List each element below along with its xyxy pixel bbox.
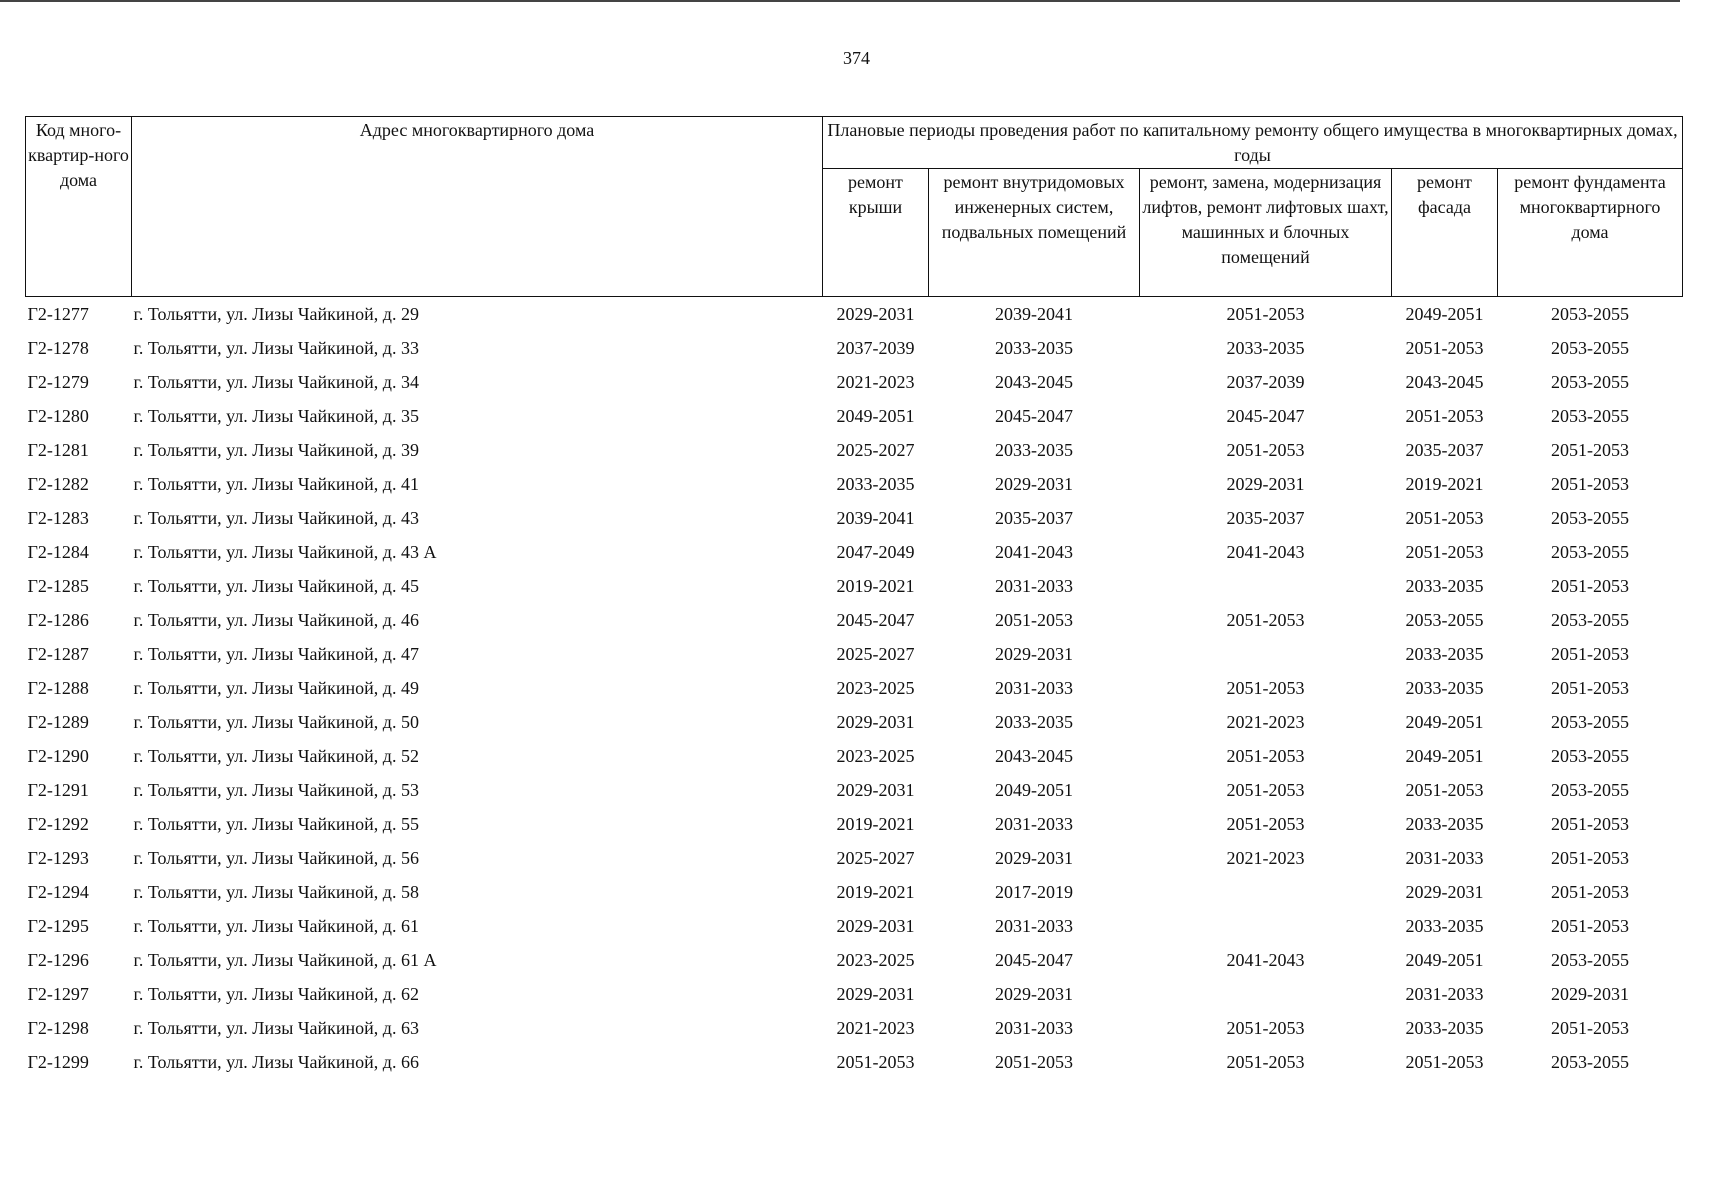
cell-facade: 2033-2035: [1405, 1018, 1484, 1038]
header-lifts: ремонт, замена, модернизация лифтов, ремонт лифтовых шахт, машинных и блочных помещений: [1140, 169, 1392, 297]
cell-address: г. Тольятти, ул. Лизы Чайкиной, д. 35: [133, 406, 419, 426]
header-roof: ремонт крыши: [823, 169, 929, 297]
cell-address: г. Тольятти, ул. Лизы Чайкиной, д. 53: [133, 780, 419, 800]
cell-lifts: 2041-2043: [1226, 950, 1305, 970]
cell-roof: 2021-2023: [836, 1018, 915, 1038]
cell-facade: 2031-2033: [1405, 848, 1484, 868]
cell-facade: 2049-2051: [1405, 746, 1484, 766]
table-row: [26, 705, 1683, 739]
cell-address: г. Тольятти, ул. Лизы Чайкиной, д. 47: [133, 644, 419, 664]
cell-code: Г2-1299: [27, 1052, 89, 1072]
cell-address: г. Тольятти, ул. Лизы Чайкиной, д. 50: [133, 712, 419, 732]
cell-lifts: 2051-2053: [1226, 814, 1305, 834]
cell-roof: 2025-2027: [836, 644, 915, 664]
cell-address: г. Тольятти, ул. Лизы Чайкиной, д. 52: [133, 746, 419, 766]
cell-roof: 2025-2027: [836, 848, 915, 868]
cell-facade: 2043-2045: [1405, 372, 1484, 392]
cell-facade: 2051-2053: [1405, 508, 1484, 528]
cell-address: г. Тольятти, ул. Лизы Чайкиной, д. 63: [133, 1018, 419, 1038]
cell-code: Г2-1295: [27, 916, 89, 936]
cell-engineering: 2031-2033: [995, 1018, 1073, 1038]
cell-lifts: 2037-2039: [1226, 372, 1305, 392]
cell-lifts: 2041-2043: [1226, 542, 1305, 562]
page-number: 374: [843, 48, 870, 68]
cell-foundation: 2051-2053: [1551, 882, 1629, 902]
cell-lifts: [1140, 977, 1392, 1011]
table-row: [26, 841, 1683, 875]
header-address: Адрес многоквартирного дома: [132, 117, 823, 297]
cell-roof: 2045-2047: [836, 610, 915, 630]
table-row: [26, 399, 1683, 433]
cell-code: Г2-1281: [27, 440, 89, 460]
cell-roof: 2047-2049: [836, 542, 915, 562]
repair-plan-table: [25, 116, 1683, 1079]
cell-foundation: 2053-2055: [1551, 304, 1629, 324]
table-header: [26, 117, 1683, 297]
cell-engineering: 2031-2033: [995, 814, 1073, 834]
header-periods-group: Плановые периоды проведения работ по капитальному ремонту общего имущества в многоквартирных домах, годы: [823, 117, 1683, 169]
cell-lifts: 2033-2035: [1226, 338, 1305, 358]
cell-roof: 2029-2031: [836, 780, 915, 800]
header-code: Код много-квартир-ного дома: [26, 117, 132, 297]
cell-facade: 2033-2035: [1405, 576, 1484, 596]
table-row: [26, 501, 1683, 535]
cell-foundation: 2053-2055: [1551, 508, 1629, 528]
cell-code: Г2-1285: [27, 576, 89, 596]
cell-code: Г2-1297: [27, 984, 89, 1004]
cell-foundation: 2051-2053: [1551, 644, 1629, 664]
cell-lifts: [1140, 909, 1392, 943]
table-row: [26, 807, 1683, 841]
cell-address: г. Тольятти, ул. Лизы Чайкиной, д. 61 А: [133, 950, 437, 970]
cell-roof: 2025-2027: [836, 440, 915, 460]
table-body: [26, 297, 1683, 1080]
cell-engineering: 2051-2053: [995, 1052, 1073, 1072]
cell-engineering: 2029-2031: [995, 984, 1073, 1004]
cell-facade: 2031-2033: [1405, 984, 1484, 1004]
table-row: [26, 297, 1683, 332]
cell-roof: 2021-2023: [836, 372, 915, 392]
cell-code: Г2-1287: [27, 644, 89, 664]
cell-facade: 2049-2051: [1405, 304, 1484, 324]
cell-engineering: 2043-2045: [995, 746, 1073, 766]
cell-engineering: 2039-2041: [995, 304, 1073, 324]
cell-engineering: 2043-2045: [995, 372, 1073, 392]
cell-roof: 2023-2025: [836, 746, 915, 766]
cell-foundation: 2051-2053: [1551, 678, 1629, 698]
cell-address: г. Тольятти, ул. Лизы Чайкиной, д. 58: [133, 882, 419, 902]
cell-lifts: 2051-2053: [1226, 610, 1305, 630]
cell-facade: 2053-2055: [1405, 610, 1484, 630]
cell-code: Г2-1284: [27, 542, 89, 562]
table-row: [26, 331, 1683, 365]
header-facade: ремонт фасада: [1392, 169, 1498, 297]
cell-roof: 2037-2039: [836, 338, 915, 358]
cell-foundation: 2053-2055: [1551, 610, 1629, 630]
cell-facade: 2051-2053: [1405, 780, 1484, 800]
cell-code: Г2-1296: [27, 950, 89, 970]
cell-address: г. Тольятти, ул. Лизы Чайкиной, д. 56: [133, 848, 419, 868]
scan-edge-line: [0, 0, 1680, 2]
header-foundation: ремонт фундамента многоквартирного дома: [1498, 169, 1683, 297]
cell-foundation: 2051-2053: [1551, 474, 1629, 494]
cell-lifts: 2045-2047: [1226, 406, 1305, 426]
cell-roof: 2029-2031: [836, 712, 915, 732]
cell-engineering: 2049-2051: [995, 780, 1073, 800]
cell-roof: 2023-2025: [836, 678, 915, 698]
table-row: [26, 365, 1683, 399]
cell-lifts: 2051-2053: [1226, 780, 1305, 800]
cell-facade: 2029-2031: [1405, 882, 1484, 902]
cell-engineering: 2031-2033: [995, 678, 1073, 698]
cell-code: Г2-1283: [27, 508, 89, 528]
cell-foundation: 2053-2055: [1551, 746, 1629, 766]
cell-engineering: 2045-2047: [995, 406, 1073, 426]
table-row: [26, 739, 1683, 773]
cell-code: Г2-1291: [27, 780, 89, 800]
cell-code: Г2-1288: [27, 678, 89, 698]
cell-engineering: 2031-2033: [995, 576, 1073, 596]
cell-engineering: 2045-2047: [995, 950, 1073, 970]
cell-code: Г2-1289: [27, 712, 89, 732]
cell-engineering: 2033-2035: [995, 338, 1073, 358]
cell-facade: 2051-2053: [1405, 542, 1484, 562]
cell-roof: 2019-2021: [836, 576, 915, 596]
cell-roof: 2019-2021: [836, 814, 915, 834]
table-row: [26, 1045, 1683, 1079]
table-row: [26, 637, 1683, 671]
cell-code: Г2-1294: [27, 882, 89, 902]
cell-lifts: [1140, 875, 1392, 909]
cell-code: Г2-1282: [27, 474, 89, 494]
cell-foundation: 2051-2053: [1551, 440, 1629, 460]
cell-lifts: 2035-2037: [1226, 508, 1305, 528]
cell-foundation: 2053-2055: [1551, 712, 1629, 732]
cell-code: Г2-1279: [27, 372, 89, 392]
table-row: [26, 535, 1683, 569]
cell-foundation: 2053-2055: [1551, 406, 1629, 426]
cell-address: г. Тольятти, ул. Лизы Чайкиной, д. 29: [133, 304, 419, 324]
cell-facade: 2051-2053: [1405, 1052, 1484, 1072]
cell-engineering: 2033-2035: [995, 712, 1073, 732]
table-row: [26, 603, 1683, 637]
cell-roof: 2029-2031: [836, 304, 915, 324]
table-row: [26, 977, 1683, 1011]
cell-engineering: 2029-2031: [995, 644, 1073, 664]
cell-foundation: 2051-2053: [1551, 916, 1629, 936]
cell-lifts: [1140, 569, 1392, 603]
cell-lifts: 2051-2053: [1226, 746, 1305, 766]
cell-lifts: 2029-2031: [1226, 474, 1305, 494]
cell-lifts: 2021-2023: [1226, 848, 1305, 868]
cell-facade: 2051-2053: [1405, 338, 1484, 358]
cell-code: Г2-1298: [27, 1018, 89, 1038]
cell-address: г. Тольятти, ул. Лизы Чайкиной, д. 45: [133, 576, 419, 596]
cell-facade: 2051-2053: [1405, 406, 1484, 426]
cell-address: г. Тольятти, ул. Лизы Чайкиной, д. 43: [133, 508, 419, 528]
cell-address: г. Тольятти, ул. Лизы Чайкиной, д. 49: [133, 678, 419, 698]
cell-code: Г2-1290: [27, 746, 89, 766]
cell-facade: 2033-2035: [1405, 678, 1484, 698]
cell-lifts: 2051-2053: [1226, 440, 1305, 460]
cell-foundation: 2051-2053: [1551, 1018, 1629, 1038]
table-row: [26, 875, 1683, 909]
cell-roof: 2019-2021: [836, 882, 915, 902]
cell-engineering: 2041-2043: [995, 542, 1073, 562]
table-row: [26, 1011, 1683, 1045]
cell-address: г. Тольятти, ул. Лизы Чайкиной, д. 41: [133, 474, 419, 494]
table-row: [26, 569, 1683, 603]
table-row: [26, 773, 1683, 807]
cell-code: Г2-1292: [27, 814, 89, 834]
cell-code: Г2-1278: [27, 338, 89, 358]
cell-code: Г2-1293: [27, 848, 89, 868]
cell-foundation: 2053-2055: [1551, 780, 1629, 800]
header-engineering: ремонт внутридомовых инженерных систем, подвальных помещений: [929, 169, 1140, 297]
cell-address: г. Тольятти, ул. Лизы Чайкиной, д. 43 А: [133, 542, 437, 562]
cell-roof: 2039-2041: [836, 508, 915, 528]
cell-roof: 2029-2031: [836, 916, 915, 936]
cell-foundation: 2029-2031: [1551, 984, 1629, 1004]
cell-lifts: 2051-2053: [1226, 304, 1305, 324]
cell-engineering: 2031-2033: [995, 916, 1073, 936]
cell-foundation: 2053-2055: [1551, 1052, 1629, 1072]
cell-code: Г2-1280: [27, 406, 89, 426]
table-row: [26, 433, 1683, 467]
cell-foundation: 2053-2055: [1551, 950, 1629, 970]
cell-lifts: 2021-2023: [1226, 712, 1305, 732]
cell-code: Г2-1277: [27, 304, 89, 324]
cell-roof: 2051-2053: [836, 1052, 915, 1072]
cell-code: Г2-1286: [27, 610, 89, 630]
cell-engineering: 2029-2031: [995, 474, 1073, 494]
cell-engineering: 2033-2035: [995, 440, 1073, 460]
cell-address: г. Тольятти, ул. Лизы Чайкиной, д. 39: [133, 440, 419, 460]
cell-address: г. Тольятти, ул. Лизы Чайкиной, д. 62: [133, 984, 419, 1004]
table-row: [26, 467, 1683, 501]
cell-lifts: 2051-2053: [1226, 678, 1305, 698]
cell-engineering: 2029-2031: [995, 848, 1073, 868]
cell-facade: 2019-2021: [1405, 474, 1484, 494]
cell-address: г. Тольятти, ул. Лизы Чайкиной, д. 55: [133, 814, 419, 834]
table-row: [26, 671, 1683, 705]
cell-facade: 2049-2051: [1405, 712, 1484, 732]
cell-address: г. Тольятти, ул. Лизы Чайкиной, д. 33: [133, 338, 419, 358]
cell-roof: 2033-2035: [836, 474, 915, 494]
cell-foundation: 2053-2055: [1551, 542, 1629, 562]
cell-lifts: 2051-2053: [1226, 1052, 1305, 1072]
cell-facade: 2035-2037: [1405, 440, 1484, 460]
cell-lifts: [1140, 637, 1392, 671]
cell-foundation: 2051-2053: [1551, 848, 1629, 868]
cell-address: г. Тольятти, ул. Лизы Чайкиной, д. 34: [133, 372, 419, 392]
cell-foundation: 2053-2055: [1551, 372, 1629, 392]
cell-foundation: 2051-2053: [1551, 814, 1629, 834]
cell-engineering: 2051-2053: [995, 610, 1073, 630]
table-row: [26, 943, 1683, 977]
cell-facade: 2033-2035: [1405, 644, 1484, 664]
cell-lifts: 2051-2053: [1226, 1018, 1305, 1038]
cell-facade: 2049-2051: [1405, 950, 1484, 970]
table-row: [26, 909, 1683, 943]
cell-roof: 2049-2051: [836, 406, 915, 426]
cell-facade: 2033-2035: [1405, 814, 1484, 834]
cell-foundation: 2053-2055: [1551, 338, 1629, 358]
cell-roof: 2029-2031: [836, 984, 915, 1004]
cell-facade: 2033-2035: [1405, 916, 1484, 936]
cell-engineering: 2017-2019: [995, 882, 1073, 902]
cell-foundation: 2051-2053: [1551, 576, 1629, 596]
cell-address: г. Тольятти, ул. Лизы Чайкиной, д. 66: [133, 1052, 419, 1072]
cell-address: г. Тольятти, ул. Лизы Чайкиной, д. 46: [133, 610, 419, 630]
cell-engineering: 2035-2037: [995, 508, 1073, 528]
cell-roof: 2023-2025: [836, 950, 915, 970]
cell-address: г. Тольятти, ул. Лизы Чайкиной, д. 61: [133, 916, 419, 936]
